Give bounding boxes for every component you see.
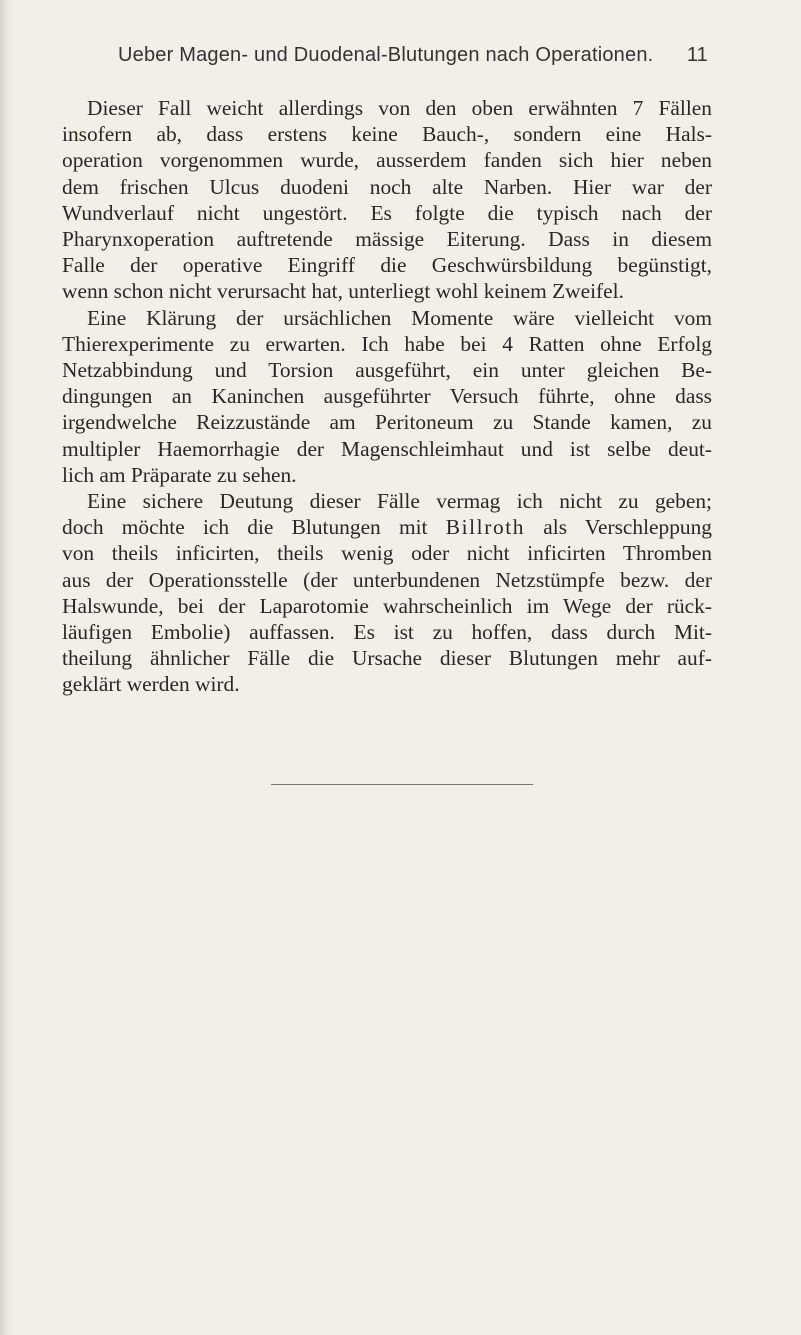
text-line: von theils inficirten, theils wenig oder nicht inficirten Thromben xyxy=(62,541,712,566)
paragraph-interpretation xyxy=(62,488,712,698)
author-name-billroth: Billroth xyxy=(445,515,526,540)
running-header xyxy=(118,44,708,70)
text-line: irgendwelche Reizzustände am Peritoneum zu Stande kamen, zu xyxy=(62,410,712,435)
text-line: Thierexperimente zu erwarten. Ich habe bei 4 Ratten ohne Erfolg xyxy=(62,331,712,356)
section-end-rule xyxy=(271,784,533,785)
text-line: Eine sichere Deutung dieser Fälle vermag ich nicht zu geben; xyxy=(87,489,712,514)
body-text xyxy=(62,95,712,698)
text-line: geklärt werden wird. xyxy=(62,672,240,697)
text-line: läufigen Embolie) auffassen. Es ist zu hoffen, dass durch Mit- xyxy=(62,620,712,645)
text-line: Dieser Fall weicht allerdings von den oben erwähnten 7 Fällen xyxy=(87,96,712,120)
text-line: Eine Klärung der ursächlichen Momente wäre vielleicht vom xyxy=(87,305,712,330)
text-line: dingungen an Kaninchen ausgeführter Versuch führte, ohne dass xyxy=(62,384,712,409)
text-line: Falle der operative Eingriff die Geschwürsbildung begünstigt, xyxy=(62,253,712,278)
page-spine-shadow xyxy=(0,0,14,1335)
page-number: 11 xyxy=(686,44,708,66)
paragraph-case-discussion xyxy=(62,95,712,305)
text-line: lich am Präparate zu sehen. xyxy=(62,462,297,487)
text-line: dem frischen Ulcus duodeni noch alte Narben. Hier war der xyxy=(62,174,712,199)
text-segment: doch möchte ich die Blutungen mit xyxy=(62,515,428,540)
text-line: Netzabbindung und Torsion ausgeführt, ein unter gleichen Be- xyxy=(62,358,712,383)
running-title: Ueber Magen- und Duodenal-Blutungen nach Operationen. xyxy=(118,44,654,66)
text-line: wenn schon nicht verursacht hat, unterliegt wohl keinem Zweifel. xyxy=(62,279,624,304)
text-segment: als Verschleppung xyxy=(543,515,712,540)
text-line: Pharynxoperation auftretende mässige Eiterung. Dass in diesem xyxy=(62,227,712,252)
text-line: Halswunde, bei der Laparotomie wahrscheinlich im Wege der rück- xyxy=(62,593,712,618)
text-line xyxy=(62,514,712,540)
paragraph-animal-experiments xyxy=(62,305,712,488)
text-line: Wundverlauf nicht ungestört. Es folgte die typisch nach der xyxy=(62,200,712,225)
text-line: operation vorgenommen wurde, ausserdem fanden sich hier neben xyxy=(62,148,712,173)
text-line: theilung ähnlicher Fälle die Ursache dieser Blutungen mehr auf- xyxy=(62,646,712,671)
text-line: multipler Haemorrhagie der Magenschleimhaut und ist selbe deut- xyxy=(62,436,712,461)
text-line: insofern ab, dass erstens keine Bauch-, sondern eine Hals- xyxy=(62,122,712,147)
text-line: aus der Operationsstelle (der unterbundenen Netzstümpfe bezw. der xyxy=(62,567,712,592)
